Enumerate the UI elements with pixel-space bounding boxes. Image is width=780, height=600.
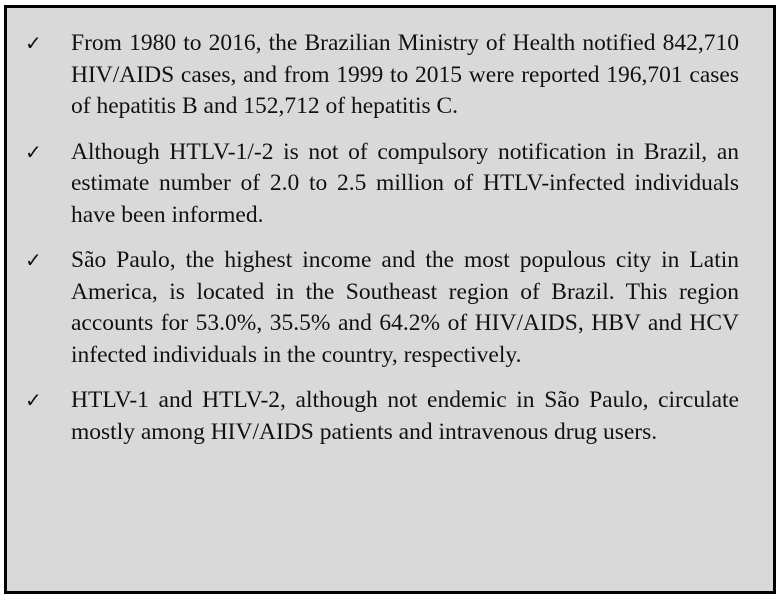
bullet-item — [25, 137, 739, 232]
highlights-box — [4, 5, 776, 594]
bullet-text: HTLV-1 and HTLV-2, although not endemic in São Paulo, circulate mostly among HIV/AIDS patients and intravenous drug users. — [71, 387, 739, 445]
bullet-text: From 1980 to 2016, the Brazilian Ministry of Health notified 842,710 HIV/AIDS cases, and from 1999 to 2015 were reported 196,701 cases of hepatitis B and 152,712 of hepatitis C. — [71, 30, 739, 119]
check-icon: ✓ — [25, 248, 42, 272]
check-icon: ✓ — [25, 139, 42, 164]
check-icon: ✓ — [25, 388, 42, 412]
bullet-item — [25, 385, 739, 448]
bullet-item — [25, 245, 739, 371]
bullet-list — [7, 8, 773, 448]
check-icon: ✓ — [25, 31, 42, 55]
bullet-item — [25, 28, 739, 123]
bullet-text: São Paulo, the highest income and the most populous city in Latin America, is located in the Southeast region of Brazil. This region accounts for 53.0%, 35.5% and 64.2% of HIV/AIDS, HBV and HCV infected individuals in the country, respectively. — [71, 247, 739, 368]
bullet-text: Although HTLV-1/-2 is not of compulsory notification in Brazil, an estimate number of 2.0 to 2.5 million of HTLV-infected individuals have been informed. — [71, 138, 739, 228]
